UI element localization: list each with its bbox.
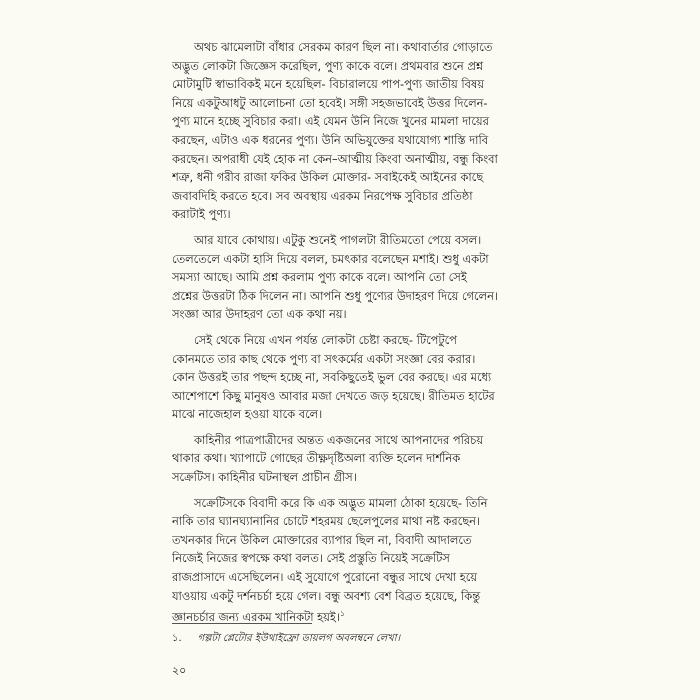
- text-line: অথচ ঝামেলাটা বাঁধার সেরকম কারণ ছিল না। কথাবার্তার গোড়াতে: [194, 40, 493, 54]
- text-line: অদ্ভুত লোকটা জিজ্ঞেস করেছিল, পুণ্য কাকে বলে। প্রথমবার শুনে প্রশ্ন: [172, 58, 483, 73]
- footnote-divider: [172, 623, 312, 624]
- text-line: আর যাবে কোথায়। এটুকু শুনেই পাগলটা রীতিমতো পেয়ে বসল।: [194, 232, 482, 247]
- text-line: কোন উত্তরই তার পছন্দ হচ্ছে না, সবকিছুতেই ভুল বের করছে। এর মধ্যে: [172, 370, 492, 385]
- footnote-text: গল্পটা প্লেটোর ইউথাইফ্রো ডায়লগ অবলম্বনে লেখা।: [197, 633, 401, 644]
- body-text: [172, 38, 567, 634]
- text-line: সংজ্ঞা আর উদাহরণ তো এক কথা নয়।: [172, 307, 347, 322]
- text-line: করছেন, এটাও এক ধরনের পুণ্য। উনি অভিযুক্তের যথাযোগ্য শাস্তি দাবি: [172, 132, 489, 147]
- paragraph-3: [172, 331, 567, 424]
- text-line: যাওয়ায় একটু দর্শনচর্চা হয়ে গেল। বন্ধু অবশ্য বেশ বিব্রত হয়েছে, কিন্তু: [172, 588, 481, 603]
- text-line: মোটামুটি স্বাভাবিকই মনে হয়েছিল- বিচারালয়ে পাপ-পুণ্য জাতীয় বিষয়: [172, 77, 484, 92]
- text-line: থাকার কথা। খ্যাপাটে গোছের তীক্ষ্ণদৃষ্টিঅলা ব্যক্তি হলেন দার্শনিক: [172, 451, 461, 466]
- text-line: সক্রেটিস। কাহিনীর ঘটনাস্থল প্রাচীন গ্রীস।: [172, 470, 357, 485]
- text-line: নাকি তার ঘ্যানঘ্যানানির চোটে শহরময় ছেলেপুলের মাথা নষ্ট করছেন।: [172, 514, 480, 529]
- text-line: মাঝে নাজেহাল হওয়া যাকে বলে।: [172, 407, 323, 422]
- paragraph-2: [172, 231, 567, 324]
- text-line: করাটাই পুণ্য।: [172, 207, 231, 222]
- text-line: প্রশ্নের উত্তরটা ঠিক দিলেন না। আপনি শুধু পুণ্যের উদাহরণ দিয়ে গেলেন।: [172, 288, 498, 303]
- footnote-number: ১.: [172, 633, 182, 644]
- footnote-marker: ১: [339, 609, 346, 619]
- text-line: নিজেই নিজের স্বপক্ষে কথা বলত। সেই প্রস্তুতি নিয়েই সক্রেটিস: [172, 551, 450, 566]
- text-line: শত্রু, ধনী গরীব রাজা ফকির উকিল মোক্তার- সবাইকেই আইনের কাছে: [172, 170, 484, 185]
- text-line: তখনকার দিনে উকিল মোক্তারের ব্যাপার ছিল না, বিবাদী আদালতে: [172, 532, 472, 547]
- footnote: [172, 632, 567, 646]
- text-line: কাহিনীর পাত্রপাত্রীদের অন্তত একজনের সাথে আপনাদের পরিচয়: [194, 432, 484, 447]
- text-line: নিয়ে একটুআধটু আলোচনা তো হবেই। সঙ্গী সহজভাবেই উত্তর দিলেন-: [172, 95, 488, 110]
- paragraph-5: [172, 494, 567, 627]
- text-line: আশেপাশে কিছু মানুষও আবার মজা দেখতে জড় হয়েছে। রীতিমত হাটের: [172, 388, 495, 403]
- paragraph-1: [172, 38, 567, 224]
- text-line: কোনমতে তার কাছ থেকে পুণ্য বা সৎকর্মের একটা সংজ্ঞা বের করার।: [172, 351, 476, 366]
- text-line: করছেন। অপরাধী যেই হোক না কেন–আত্মীয় কিংবা অনাত্মীয়, বন্ধু কিংবা: [172, 151, 498, 166]
- text-line: রাজপ্রাসাদে এসেছিলেন। এই সুযোগে পুরোনো বন্ধুর সাথে দেখা হয়ে: [172, 570, 478, 585]
- text-line: তেলতেলে একটা হাসি দিয়ে বলল, চমৎকার বলেছেন মশাই। শুধু একটা: [172, 251, 489, 266]
- text-line-content: জ্ঞানচর্চার জন্য এরকম খানিকটা হয়ই।: [172, 610, 340, 625]
- text-line: সেই থেকে নিয়ে এখন পর্যন্ত লোকটা চেষ্টা করছে- টিপেটুপে: [194, 332, 457, 347]
- text-line: পুণ্য মানে হচ্ছে সুবিচার করা। এই যেমন উনি নিজে খুনের মামলা দায়ের: [172, 114, 489, 129]
- text-line: জবাবদিহি করতে হবে। সব অবস্থায় এরকম নিরপেক্ষ সুবিচার প্রতিষ্ঠা: [172, 188, 473, 203]
- text-line: সমস্যা আছে। আমি প্রশ্ন করলাম পুণ্য কাকে বলে। আপনি তো সেই: [172, 270, 467, 285]
- paragraph-4: [172, 431, 567, 487]
- text-line: সক্রেটিসকে বিবাদী করে কি এক অদ্ভুত মামলা ঠোকা হয়েছে- তিনি: [194, 495, 488, 510]
- page-number: ২০: [172, 664, 187, 677]
